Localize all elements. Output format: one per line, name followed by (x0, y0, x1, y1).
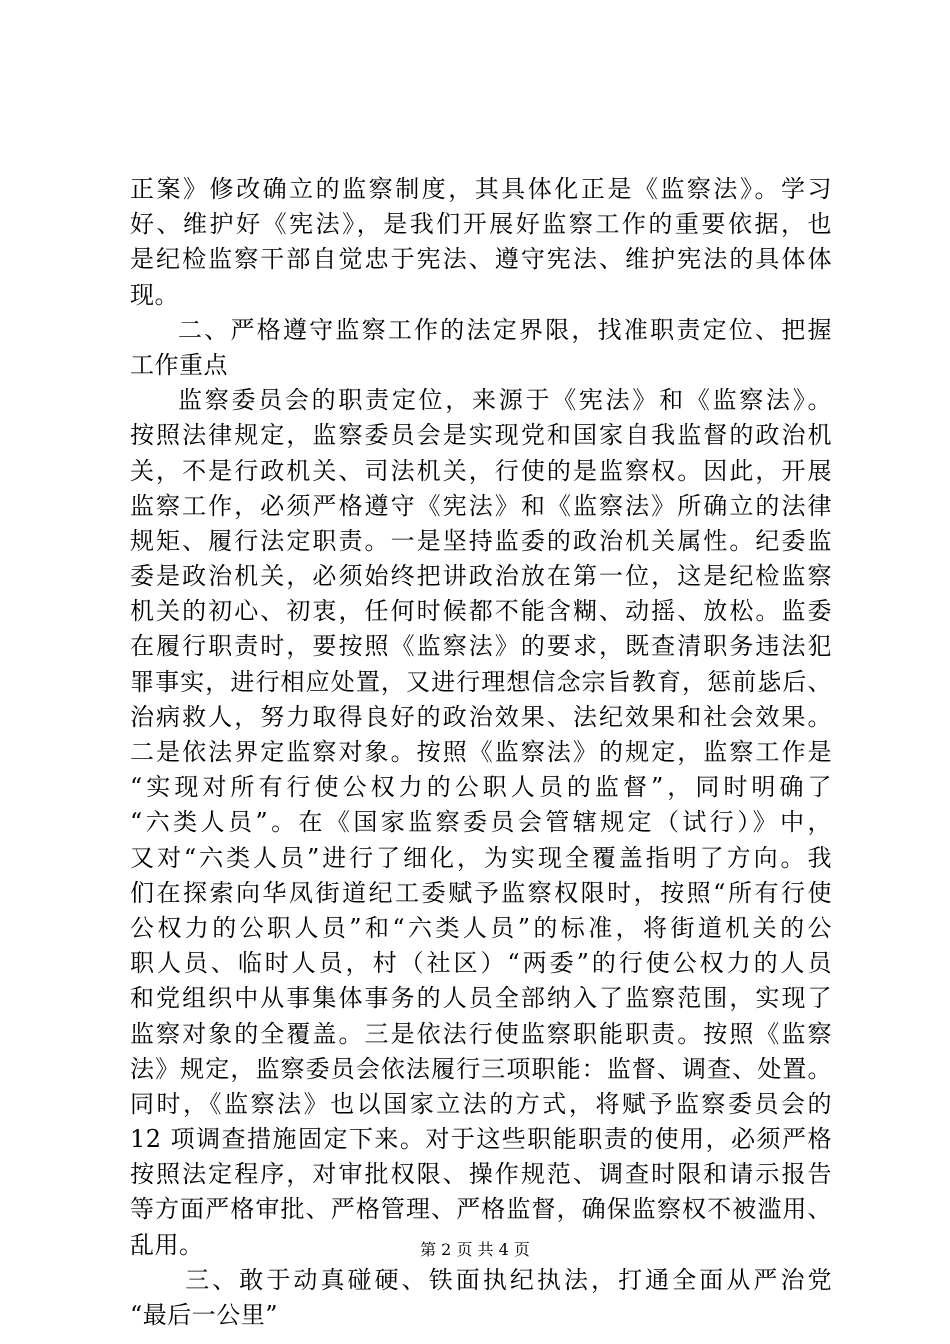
text-line: 职人员、临时人员，村（社区）“两委”的行使公权力的人员 (130, 949, 832, 978)
text-line: 治病救人，努力取得良好的政治效果、法纪效果和社会效果。 (130, 702, 832, 731)
text-line: 12 项调查措施固定下来。对于这些职能职责的使用，必须严格 (130, 1125, 832, 1154)
text-line: 委是政治机关，必须始终把讲政治放在第一位，这是纪检监察 (130, 562, 832, 591)
text-line: 罪事实，进行相应处置，又进行理想信念宗旨教育，惩前毖后、 (130, 667, 832, 696)
text-line: 等方面严格审批、严格管理、严格监督，确保监察权不被滥用、 (130, 1195, 832, 1224)
text-line: 监察工作，必须严格遵守《宪法》和《监察法》所确立的法律 (130, 491, 832, 520)
text-line: 乱用。 (130, 1230, 204, 1259)
text-line: 二是依法界定监察对象。按照《监察法》的规定，监察工作是 (130, 738, 832, 766)
text-line: 是纪检监察干部自觉忠于宪法、遵守宪法、维护宪法的具体体 (130, 245, 832, 274)
text-line: 同时，《监察法》也以国家立法的方式，将赋予监察委员会的 (130, 1089, 832, 1118)
text-line: 又对“六类人员”进行了细化，为实现全覆盖指明了方向。我 (130, 843, 832, 872)
body-text (130, 172, 832, 1333)
page-footer: 第 2 页 共 4 页 (420, 1240, 530, 1259)
text-line: 公权力的公职人员”和“六类人员”的标准，将街道机关的公 (130, 913, 832, 942)
text-line: 按照法定程序，对审批权限、操作规范、调查时限和请示报告 (130, 1160, 832, 1189)
text-line: 工作重点 (130, 350, 228, 379)
text-line: 和党组织中从事集体事务的人员全部纳入了监察范围，实现了 (130, 984, 832, 1013)
text-line: “最后一公里” (130, 1301, 279, 1329)
text-line: 法》规定，监察委员会依法履行三项职能：监督、调查、处置。 (130, 1054, 832, 1083)
text-line: 正案》修改确立的监察制度，其具体化正是《监察法》。学习 (130, 175, 832, 203)
text-line: 关，不是行政机关、司法机关，行使的是监察权。因此，开展 (130, 456, 832, 485)
text-line: 规矩、履行法定职责。一是坚持监委的政治机关属性。纪委监 (130, 526, 832, 555)
text-line: 们在探索向华凤街道纪工委赋予监察权限时，按照“所有行使 (130, 878, 832, 907)
text-line: 二、严格遵守监察工作的法定界限，找准职责定位、把握 (178, 315, 832, 344)
text-line: 三、敢于动真碰硬、铁面执纪执法，打通全面从严治党 (185, 1265, 832, 1294)
text-line: 现。 (130, 280, 179, 309)
text-line: 监察委员会的职责定位，来源于《宪法》和《监察法》。 (178, 386, 832, 415)
text-line: 按照法律规定，监察委员会是实现党和国家自我监督的政治机 (130, 421, 832, 450)
text-line: 机关的初心、初衷，任何时候都不能含糊、动摇、放松。监委 (130, 597, 832, 626)
text-line: “六类人员”。在《国家监察委员会管辖规定（试行）》中， (130, 808, 832, 837)
text-line: “实现对所有行使公权力的公职人员的监督”，同时明确了 (130, 773, 832, 802)
text-line: 监察对象的全覆盖。三是依法行使监察职能职责。按照《监察 (130, 1019, 832, 1048)
text-line: 在履行职责时，要按照《监察法》的要求，既查清职务违法犯 (130, 632, 832, 661)
text-line: 好、维护好《宪法》，是我们开展好监察工作的重要依据，也 (130, 210, 832, 239)
